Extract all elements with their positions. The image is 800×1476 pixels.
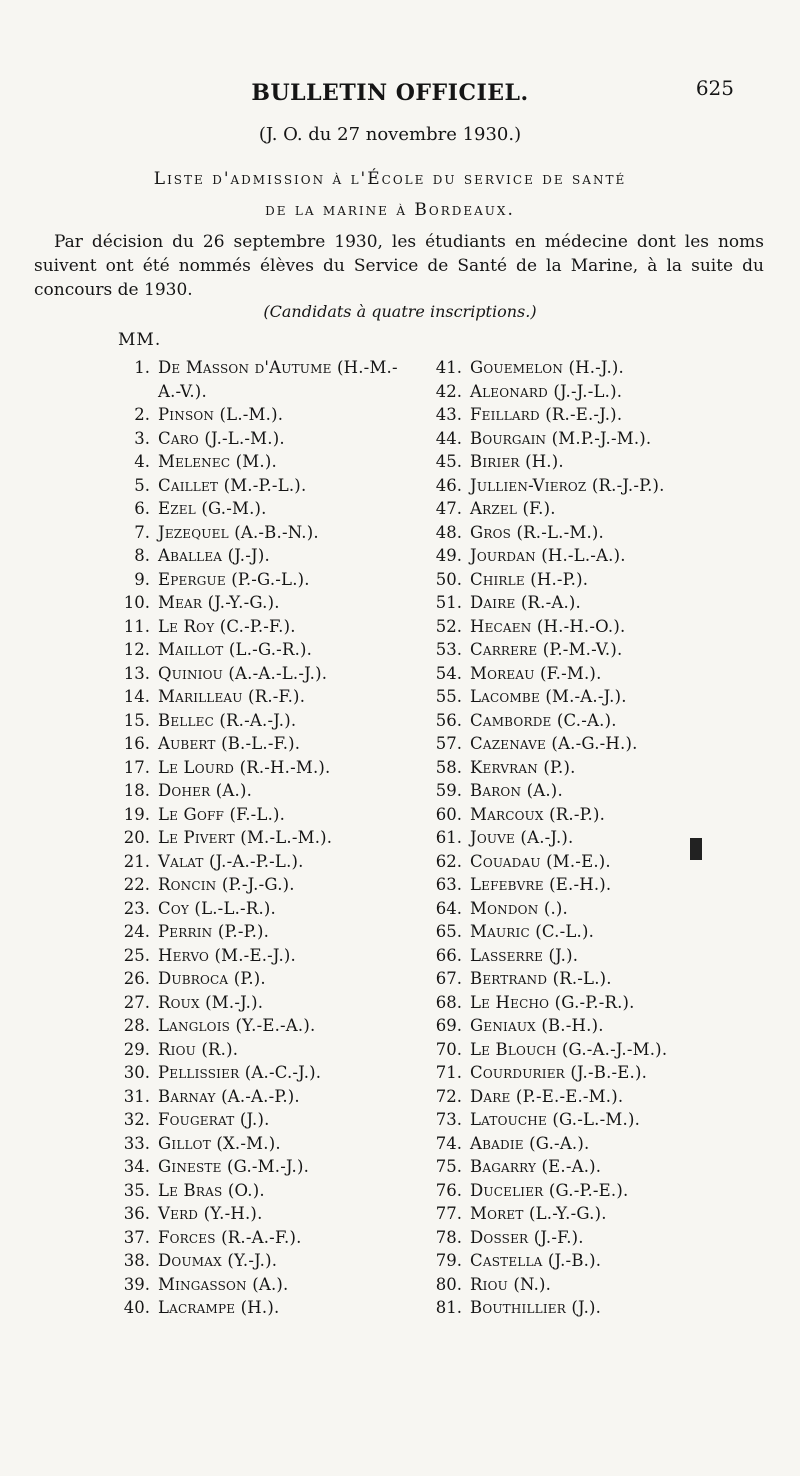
list-item xyxy=(100,803,400,827)
list-item-name: Coy (L.-L.-R.). xyxy=(158,898,276,918)
list-item-name: Gillot (X.-M.). xyxy=(158,1133,281,1153)
list-item-name: Mondon (.). xyxy=(470,898,569,918)
list-item-name: Dubroca (P.). xyxy=(158,969,266,988)
list-item-number: 41. xyxy=(435,358,462,377)
list-item xyxy=(412,474,712,498)
list-item-name: Barnay (A.-A.-P.). xyxy=(158,1086,300,1106)
list-item-name: Doumax (Y.-J.). xyxy=(158,1251,278,1270)
list-item-number: 68. xyxy=(435,992,462,1012)
list-item-name: Gineste (G.-M.-J.). xyxy=(158,1157,310,1176)
list-item xyxy=(100,1273,400,1297)
list-item xyxy=(100,897,400,921)
list-item-number: 60. xyxy=(435,804,462,824)
list-item-number: 45. xyxy=(435,452,462,471)
list-item-name: Le Roy (C.-P.-F.). xyxy=(158,616,296,636)
list-item-name: Arzel (F.). xyxy=(470,499,556,518)
list-item xyxy=(100,1085,400,1109)
list-item xyxy=(100,850,400,874)
list-item-name: Doher (A.). xyxy=(158,781,253,800)
list-item-name: Jezequel (A.-B.-N.). xyxy=(158,522,319,542)
list-item xyxy=(412,380,712,404)
list-item-number: 32. xyxy=(123,1110,150,1129)
list-item-number: 66. xyxy=(435,945,462,965)
list-item-name: Lasserre (J.). xyxy=(470,945,579,965)
list-item-number: 50. xyxy=(435,569,462,589)
list-item xyxy=(412,1296,712,1320)
list-item xyxy=(412,1202,712,1226)
list-item-name: Aballea (J.-J). xyxy=(158,546,270,565)
list-item-name: Maillot (L.-G.-R.). xyxy=(158,640,313,659)
list-item-number: 67. xyxy=(435,969,462,988)
list-item-number: 59. xyxy=(435,781,462,800)
list-item-name: Moret (L.-Y.-G.). xyxy=(470,1204,607,1223)
list-item-number: 20. xyxy=(123,828,150,847)
list-item-name: Latouche (G.-L.-M.). xyxy=(470,1110,641,1129)
list-item-number: 80. xyxy=(435,1274,462,1294)
list-item-number: 44. xyxy=(435,428,462,448)
list-item xyxy=(100,1132,400,1156)
list-item xyxy=(412,1179,712,1203)
list-item xyxy=(100,944,400,968)
list-item-name: Le Pivert (M.-L.-M.). xyxy=(158,828,333,847)
list-item xyxy=(100,403,400,427)
list-item-name: Lefebvre (E.-H.). xyxy=(470,875,612,894)
list-item-name: Bertrand (R.-L.). xyxy=(470,969,612,988)
list-item-number: 5. xyxy=(134,475,150,495)
list-item-name: Riou (N.). xyxy=(470,1274,552,1294)
list-item xyxy=(100,685,400,709)
list-item-number: 24. xyxy=(123,922,150,941)
list-item-name: Le Blouch (G.-A.-J.-M.). xyxy=(470,1039,668,1059)
list-item-name: Le Lourd (R.-H.-M.). xyxy=(158,757,331,777)
list-item-number: 74. xyxy=(435,1133,462,1153)
list-item xyxy=(100,756,400,780)
list-item-number: 62. xyxy=(435,851,462,871)
list-item xyxy=(100,873,400,897)
list-item xyxy=(412,991,712,1015)
list-item-number: 13. xyxy=(123,663,150,683)
list-item-number: 17. xyxy=(123,757,150,777)
page-header-title: BULLETIN OFFICIEL. xyxy=(251,80,529,106)
list-item xyxy=(412,1155,712,1179)
list-item-name: Camborde (C.-A.). xyxy=(470,710,617,730)
list-item xyxy=(100,1226,400,1250)
list-item-name: Bouthillier (J.). xyxy=(470,1298,602,1317)
list-item-number: 1. xyxy=(134,358,150,377)
list-item-name: Caillet (M.-P.-L.). xyxy=(158,475,307,495)
list-item-name: Ezel (G.-M.). xyxy=(158,499,267,518)
list-item-name: Chirle (H.-P.). xyxy=(470,569,589,589)
list-item-name: Mear (J.-Y.-G.). xyxy=(158,593,280,612)
list-item-number: 33. xyxy=(123,1133,150,1153)
list-item-name: Bourgain (M.P.-J.-M.). xyxy=(470,428,652,448)
list-item-name: Bellec (R.-A.-J.). xyxy=(158,710,297,730)
list-item-number: 10. xyxy=(123,593,150,612)
list-item-number: 9. xyxy=(134,569,150,589)
list-item-name: Marilleau (R.-F.). xyxy=(158,687,306,706)
list-item xyxy=(412,497,712,521)
list-item xyxy=(412,638,712,662)
list-item-number: 46. xyxy=(435,475,462,495)
list-item xyxy=(100,1296,400,1320)
list-item xyxy=(100,709,400,733)
list-item xyxy=(100,474,400,498)
list-item xyxy=(412,1061,712,1085)
list-item-number: 29. xyxy=(123,1039,150,1059)
list-item-name: Pellissier (A.-C.-J.). xyxy=(158,1063,322,1082)
list-item xyxy=(100,967,400,991)
list-item-number: 8. xyxy=(134,546,150,565)
list-item-number: 36. xyxy=(123,1204,150,1223)
list-item-name: Feillard (R.-E.-J.). xyxy=(470,405,623,424)
list-item-number: 15. xyxy=(123,710,150,730)
list-item xyxy=(412,356,712,380)
list-item xyxy=(100,638,400,662)
list-item xyxy=(100,615,400,639)
list-item-number: 64. xyxy=(435,898,462,918)
list-item-number: 16. xyxy=(123,734,150,753)
list-title xyxy=(0,164,780,226)
list-item xyxy=(100,1179,400,1203)
list-item-number: 54. xyxy=(435,663,462,683)
list-item-name: De Masson d'Autume (H.-M.-A.-V.). xyxy=(158,358,398,401)
page-number: 625 xyxy=(695,76,734,100)
list-item xyxy=(100,568,400,592)
list-item-number: 6. xyxy=(134,499,150,518)
list-item xyxy=(100,497,400,521)
intro-paragraph: Par décision du 26 septembre 1930, les étudiants en médecine dont les noms suivent ont été nommés élèves du Service de Santé de la Marine, à la suite du concours de 1930. xyxy=(34,232,764,300)
list-item-name: Perrin (P.-P.). xyxy=(158,922,270,941)
list-item-number: 70. xyxy=(435,1039,462,1059)
list-item-name: Kervran (P.). xyxy=(470,757,576,777)
list-item-name: Roux (M.-J.). xyxy=(158,992,264,1012)
list-item-number: 65. xyxy=(435,922,462,941)
list-item-number: 7. xyxy=(134,522,150,542)
list-item xyxy=(100,826,400,850)
list-item-name: Quiniou (A.-A.-L.-J.). xyxy=(158,663,328,683)
list-item xyxy=(412,450,712,474)
list-item-name: Courdurier (J.-B.-E.). xyxy=(470,1063,648,1082)
list-item xyxy=(100,521,400,545)
list-item-number: 38. xyxy=(123,1251,150,1270)
left-column-list xyxy=(100,356,400,1320)
list-item-number: 11. xyxy=(123,616,150,636)
list-item-number: 77. xyxy=(435,1204,462,1223)
list-item xyxy=(412,521,712,545)
list-item-number: 40. xyxy=(123,1298,150,1317)
list-item xyxy=(100,544,400,568)
list-item-number: 49. xyxy=(435,546,462,565)
list-item-name: Aubert (B.-L.-F.). xyxy=(158,734,301,753)
list-item-number: 69. xyxy=(435,1016,462,1035)
list-item-number: 37. xyxy=(123,1227,150,1247)
list-item-name: Gros (R.-L.-M.). xyxy=(470,522,604,542)
list-item-number: 78. xyxy=(435,1227,462,1247)
list-item-name: Dare (P.-E.-E.-M.). xyxy=(470,1086,624,1106)
list-item xyxy=(412,944,712,968)
list-item-name: Baron (A.). xyxy=(470,781,563,800)
list-item xyxy=(412,920,712,944)
list-item-name: Fougerat (J.). xyxy=(158,1110,270,1129)
list-item-number: 76. xyxy=(435,1180,462,1200)
list-item-number: 27. xyxy=(123,992,150,1012)
list-item-name: Pinson (L.-M.). xyxy=(158,405,284,424)
list-item-name: Ducelier (G.-P.-E.). xyxy=(470,1180,629,1200)
list-item-number: 48. xyxy=(435,522,462,542)
list-item-name: Riou (R.). xyxy=(158,1039,239,1059)
list-item xyxy=(100,920,400,944)
list-item-number: 42. xyxy=(435,381,462,401)
list-item-number: 14. xyxy=(123,687,150,706)
list-item xyxy=(412,685,712,709)
list-item-number: 75. xyxy=(435,1157,462,1176)
list-item xyxy=(100,1014,400,1038)
list-item-name: Le Goff (F.-L.). xyxy=(158,804,286,824)
list-item-number: 56. xyxy=(435,710,462,730)
list-item-name: Jouve (A.-J.). xyxy=(470,828,574,847)
list-item-name: Aleonard (J.-J.-L.). xyxy=(470,381,623,401)
list-item-name: Epergue (P.-G.-L.). xyxy=(158,569,310,589)
mm-label: MM. xyxy=(118,330,162,350)
list-item xyxy=(412,1085,712,1109)
list-title-line-2: de la marine à Bordeaux. xyxy=(265,200,515,220)
list-item xyxy=(412,403,712,427)
list-item-number: 55. xyxy=(435,687,462,706)
list-item xyxy=(412,427,712,451)
list-item-name: Le Bras (O.). xyxy=(158,1180,265,1200)
list-item xyxy=(412,709,712,733)
list-item-name: Mingasson (A.). xyxy=(158,1274,289,1294)
list-item-name: Gouemelon (H.-J.). xyxy=(470,358,624,377)
list-title-line-1: Liste d'admission à l'École du service de santé xyxy=(153,169,627,189)
list-item-number: 63. xyxy=(435,875,462,894)
list-item-name: Hervo (M.-E.-J.). xyxy=(158,945,296,965)
list-item xyxy=(412,544,712,568)
list-item-name: Marcoux (R.-P.). xyxy=(470,804,606,824)
list-item-name: Dosser (J.-F.). xyxy=(470,1227,584,1247)
list-item-number: 81. xyxy=(435,1298,462,1317)
list-item-number: 19. xyxy=(123,804,150,824)
list-item xyxy=(412,615,712,639)
list-item xyxy=(412,967,712,991)
list-item-name: Couadau (M.-E.). xyxy=(470,851,611,871)
list-item xyxy=(100,1061,400,1085)
list-item-name: Moreau (F.-M.). xyxy=(470,663,602,683)
list-item-number: 51. xyxy=(435,593,462,612)
list-item xyxy=(412,826,712,850)
list-item xyxy=(412,1014,712,1038)
list-item-number: 52. xyxy=(435,616,462,636)
list-item xyxy=(100,450,400,474)
list-item xyxy=(412,1249,712,1273)
list-item xyxy=(100,1038,400,1062)
list-item-name: Melenec (M.). xyxy=(158,452,277,471)
list-item xyxy=(412,1038,712,1062)
list-item-name: Le Hecho (G.-P.-R.). xyxy=(470,992,635,1012)
list-item-number: 58. xyxy=(435,757,462,777)
list-item xyxy=(412,873,712,897)
list-item xyxy=(412,732,712,756)
list-item-name: Daire (R.-A.). xyxy=(470,593,581,612)
list-item-number: 4. xyxy=(134,452,150,471)
list-item-number: 61. xyxy=(435,828,462,847)
list-item xyxy=(100,1155,400,1179)
list-item xyxy=(412,779,712,803)
list-item-number: 30. xyxy=(123,1063,150,1082)
list-item xyxy=(100,1108,400,1132)
list-item-name: Hecaen (H.-H.-O.). xyxy=(470,616,626,636)
list-item xyxy=(100,1249,400,1273)
list-item-number: 12. xyxy=(123,640,150,659)
list-item-name: Verd (Y.-H.). xyxy=(158,1204,263,1223)
list-item-number: 2. xyxy=(134,405,150,424)
list-item-name: Jullien-Vieroz (R.-J.-P.). xyxy=(470,475,665,495)
list-item xyxy=(412,1132,712,1156)
list-item xyxy=(412,803,712,827)
list-item-number: 71. xyxy=(435,1063,462,1082)
list-item-number: 34. xyxy=(123,1157,150,1176)
list-item xyxy=(412,1226,712,1250)
list-item-name: Abadie (G.-A.). xyxy=(470,1133,590,1153)
list-item xyxy=(100,1202,400,1226)
list-item-name: Birier (H.). xyxy=(470,452,564,471)
list-item-number: 35. xyxy=(123,1180,150,1200)
list-item-name: Lacombe (M.-A.-J.). xyxy=(470,687,627,706)
list-item-number: 57. xyxy=(435,734,462,753)
print-blemish xyxy=(690,838,702,860)
list-item-name: Jourdan (H.-L.-A.). xyxy=(470,546,626,565)
right-column-list xyxy=(412,356,712,1320)
list-item-number: 28. xyxy=(123,1016,150,1035)
list-item-number: 39. xyxy=(123,1274,150,1294)
list-item xyxy=(100,662,400,686)
list-item-number: 79. xyxy=(435,1251,462,1270)
list-item xyxy=(100,356,400,403)
list-item-name: Geniaux (B.-H.). xyxy=(470,1016,604,1035)
candidates-note: (Candidats à quatre inscriptions.) xyxy=(263,302,537,321)
decree-date: (J. O. du 27 novembre 1930.) xyxy=(258,124,522,145)
list-item-number: 21. xyxy=(123,851,150,871)
list-item-number: 53. xyxy=(435,640,462,659)
list-item xyxy=(100,591,400,615)
list-item-name: Castella (J.-B.). xyxy=(470,1251,602,1270)
list-item xyxy=(412,591,712,615)
list-item-number: 3. xyxy=(134,428,150,448)
list-item-number: 18. xyxy=(123,781,150,800)
list-item-name: Valat (J.-A.-P.-L.). xyxy=(158,851,304,871)
list-item-number: 31. xyxy=(123,1086,150,1106)
list-item-name: Cazenave (A.-G.-H.). xyxy=(470,734,638,753)
list-item xyxy=(412,897,712,921)
list-item xyxy=(412,1273,712,1297)
list-item-number: 73. xyxy=(435,1110,462,1129)
list-item-number: 22. xyxy=(123,875,150,894)
list-item-number: 25. xyxy=(123,945,150,965)
list-item-name: Langlois (Y.-E.-A.). xyxy=(158,1016,316,1035)
list-item xyxy=(412,756,712,780)
list-item-number: 26. xyxy=(123,969,150,988)
list-item xyxy=(412,1108,712,1132)
list-item-number: 47. xyxy=(435,499,462,518)
list-item-name: Caro (J.-L.-M.). xyxy=(158,428,285,448)
list-item xyxy=(100,427,400,451)
list-item xyxy=(412,662,712,686)
list-item-name: Mauric (C.-L.). xyxy=(470,922,595,941)
list-item-name: Carrere (P.-M.-V.). xyxy=(470,640,623,659)
list-item-name: Roncin (P.-J.-G.). xyxy=(158,875,295,894)
list-item-number: 23. xyxy=(123,898,150,918)
list-item-name: Bagarry (E.-A.). xyxy=(470,1157,602,1176)
list-item xyxy=(412,568,712,592)
list-item xyxy=(100,732,400,756)
list-item-number: 72. xyxy=(435,1086,462,1106)
list-item-name: Forces (R.-A.-F.). xyxy=(158,1227,302,1247)
list-item-name: Lacrampe (H.). xyxy=(158,1298,280,1317)
list-item xyxy=(100,991,400,1015)
list-item xyxy=(100,779,400,803)
list-item-number: 43. xyxy=(435,405,462,424)
list-item xyxy=(412,850,712,874)
